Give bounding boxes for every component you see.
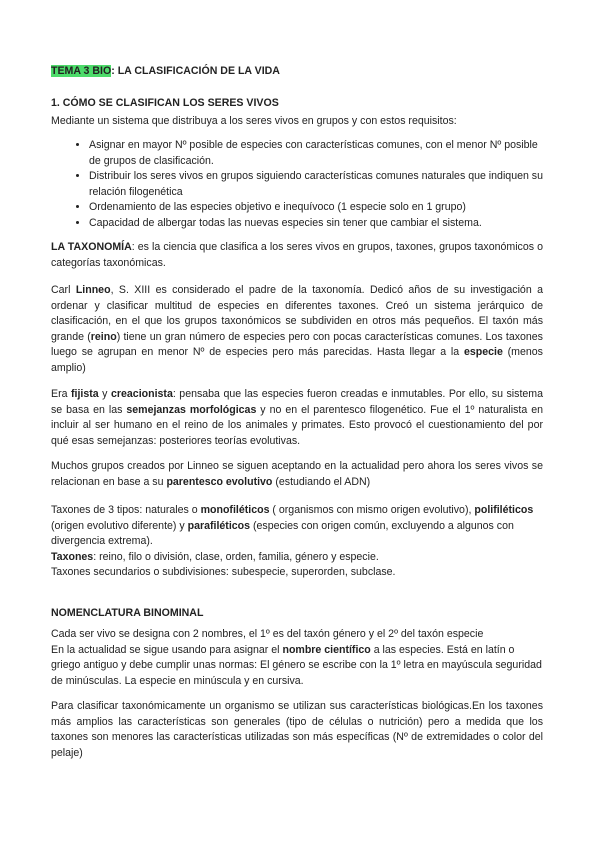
text-run: Taxones de 3 tipos: naturales o [51, 504, 201, 516]
bold-run: especie [463, 346, 503, 358]
section-1-intro: Mediante un sistema que distribuya a los seres vivos en grupos y con estos requisitos: [51, 115, 457, 127]
text-run: ) tiene un gran número de especies pero con pocas características comunes. Los taxones luego se agrupan en menor Nº de especies pero más parecidas. Hasta llegar a la [51, 330, 543, 358]
bold-run: nombre científico [282, 643, 371, 656]
bold-run: fijista [71, 388, 99, 400]
binominal-paragraph [51, 627, 543, 689]
clasificar-paragraph: Para clasificar taxonómicamente un organismo se utilizan sus características biológicas.En los taxones más amplios las características son generales (tipo de células o nutrición) pero a medida que los taxones son menores las características utilizadas son más específicas (Nº de extremidades o color del pelaje) [51, 700, 543, 759]
bold-run: Linneo [75, 284, 111, 296]
list-item: • Distribuir los seres vivos en grupos siguiendo características comunes naturales que indiquen su relación filogenética [89, 169, 543, 200]
bold-run: Taxones [51, 550, 94, 563]
list-item: • Ordenamiento de las especies objetivo e inequívoco (1 especie solo en 1 grupo) [89, 200, 543, 216]
text-run: Taxones secundarios o subdivisiones: subespecie, superorden, subclase. [51, 566, 396, 578]
text-run: (origen evolutivo diferente) y [51, 519, 188, 532]
title-highlight: TEMA 3 BIO [51, 65, 112, 77]
bold-run: parafiléticos [187, 519, 251, 532]
text-run: ( organismos con mismo origen evolutivo), [269, 504, 475, 516]
taxonomia-term: LA TAXONOMÍA [51, 241, 132, 253]
bold-run: creacionista [111, 388, 173, 400]
text-run: y [98, 388, 111, 400]
title-rest: : LA CLASIFICACIÓN DE LA VIDA [111, 65, 280, 77]
text-run: : reino, filo o división, clase, orden, familia, género y especie. [93, 550, 379, 563]
document-title [51, 64, 543, 80]
text-run: Muchos grupos creados por Linneo se siguen aceptando en la actualidad pero ahora los seres vivos se relacionan en base a su [51, 460, 543, 488]
text-run: : pensaba que las especies fueron creadas e inmutables. Por ello, su sistema se basa en las [51, 388, 543, 416]
text-run: , S. XIII es considerado el padre de la taxonomía. Dedicó años de su investigación a ordenar y clasificar multitud de especies en diferentes taxones. Creó un sistema jerárquico de clasificación, en el que los grupos taxonómicos se subdividen en otros más pequeños. El taxón más grande ( [51, 284, 543, 343]
section-1-heading: 1. CÓMO SE CLASIFICAN LOS SERES VIVOS [51, 97, 279, 109]
muchos-paragraph [51, 459, 543, 490]
bold-run: polifiléticos [474, 504, 534, 516]
bold-run: semejanzas morfológicas [126, 403, 257, 416]
taxonomia-paragraph [51, 240, 543, 271]
fijista-paragraph [51, 387, 543, 449]
text-run: (estudiando el ADN) [272, 475, 371, 488]
taxonomia-text: : es la ciencia que clasifica a los seres vivos en grupos, taxones, grupos taxonómicos o categorías taxonómicas. [51, 241, 543, 269]
text-run: Carl [51, 284, 76, 296]
text-run: En la actualidad se sigue usando para asignar el [51, 643, 283, 656]
list-item: • Capacidad de albergar todas las nuevas especies sin tener que cambiar el sistema. [89, 216, 543, 232]
text-run: (menos amplio) [51, 346, 543, 374]
text-run: Cada ser vivo se designa con 2 nombres, el 1º es del taxón género y el 2º del taxón especie [51, 628, 484, 640]
bold-run: reino [90, 330, 117, 343]
text-run: a las especies. Está en latín o griego antiguo y debe cumplir unas normas: El género se escribe con la 1º letra en mayúscula seguridad de minúsculas. La especie en minúscula y en cursiva. [51, 643, 542, 687]
bold-run: monofiléticos [200, 504, 270, 516]
list-item: • Asignar en mayor Nº posible de especies con características comunes, con el menor Nº posible de grupos de clasificación. [89, 138, 543, 169]
binominal-heading: NOMENCLATURA BINOMINAL [51, 607, 204, 619]
linneo-paragraph [51, 283, 543, 376]
text-run: (especies con origen común, excluyendo a algunos con divergencia extrema). [51, 519, 514, 547]
text-run: Era [51, 388, 71, 400]
tipos-paragraph [51, 503, 543, 581]
requirements-list [51, 138, 543, 231]
text-run: y no en el parentesco filogenético. Fue el 1º naturalista en incluir al ser humano en el reino de los animales y primates. Esto provocó el cuestionamiento del por qué esas semejanzas: posteriores teorías evolutivas. [51, 403, 543, 447]
bold-run: parentesco evolutivo [166, 475, 273, 488]
